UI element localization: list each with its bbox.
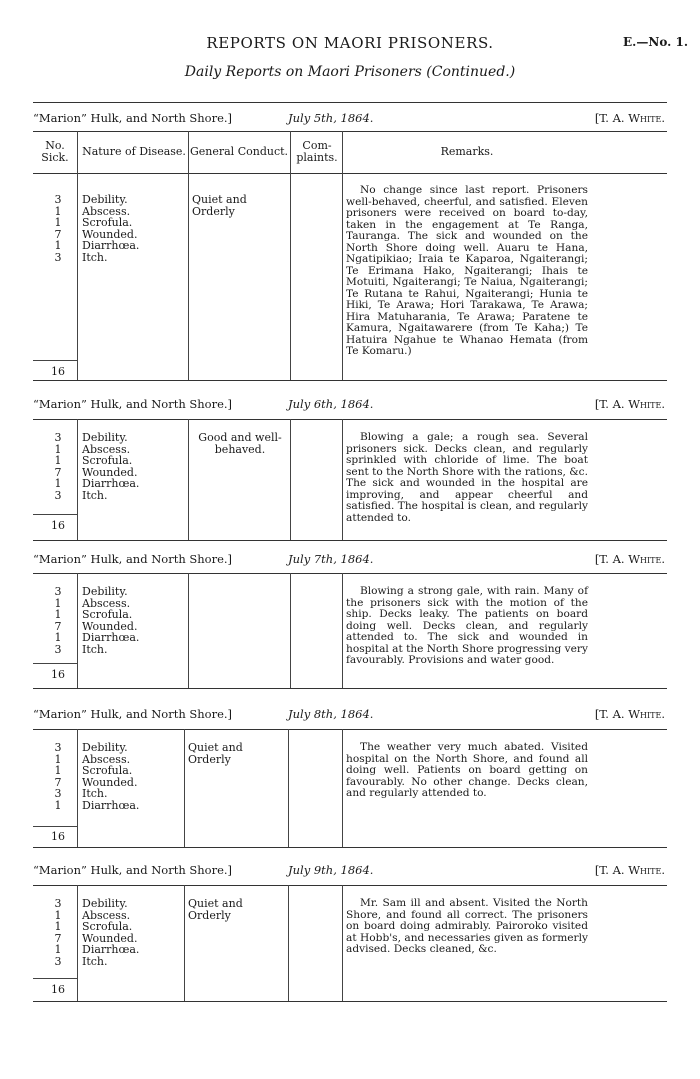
rule xyxy=(33,380,667,381)
column-divider xyxy=(342,885,343,1001)
page-reference: E.—No. 1. xyxy=(623,35,688,49)
report-place: “Marion” Hulk, and North Shore.] xyxy=(33,552,233,566)
general-conduct: Quiet and Orderly xyxy=(188,897,243,922)
sick-numbers: 3 1 1 7 3 1 xyxy=(54,741,62,812)
disease-list: Debility. Abscess. Scrofula. Wounded. Diarrhœa. Itch. xyxy=(82,897,140,968)
total-sick: 16 xyxy=(51,519,65,532)
disease-list: Debility. Abscess. Scrofula. Wounded. Diarrhœa. Itch. xyxy=(82,585,140,656)
remarks-text: Blowing a gale; a rough sea. Several prisoners sick. Decks clean, and regularly sprinkled with chloride of lime. The boat sent to the North Shore with the rations, &c. The sick and wounded in the hospital are improving, and appear cheerful and satisfied. The hospital is clean, and regularly attended to. xyxy=(346,431,588,524)
rule xyxy=(33,131,667,132)
remarks-text: Mr. Sam ill and absent. Visited the North Shore, and found all correct. The prisoners on board doing admirably. Pairoroko visited at Hobb's, and necessaries given as formerly advised. Decks cleaned, &c. xyxy=(346,897,588,955)
report-author: [T. A. White. xyxy=(594,707,665,721)
report-place: “Marion” Hulk, and North Shore.] xyxy=(33,863,233,877)
col-header-conduct: General Conduct. xyxy=(189,145,289,158)
report-author: [T. A. White. xyxy=(594,111,665,125)
total-sick: 16 xyxy=(51,668,65,681)
report-header xyxy=(33,397,667,413)
column-divider xyxy=(290,573,291,688)
report-place: “Marion” Hulk, and North Shore.] xyxy=(33,707,233,721)
column-divider xyxy=(342,729,343,847)
column-divider xyxy=(342,131,343,380)
report-author: [T. A. White. xyxy=(594,863,665,877)
remarks-text: Blowing a strong gale, with rain. Many of the prisoners sick with the motion of the ship. Decks leaky. The patients on board doing well. Decks clean, and regularly attended to. The sick and wounded in hospital at the North Shore progressing very favourably. Provisions and water good. xyxy=(346,585,588,666)
col-header-complaints: Com- plaints. xyxy=(296,139,338,164)
sick-numbers: 3 1 1 7 1 3 xyxy=(54,585,62,656)
column-divider xyxy=(184,885,185,1001)
report-header xyxy=(33,111,667,127)
rule xyxy=(33,573,667,574)
rule xyxy=(33,1001,667,1002)
total-sick: 16 xyxy=(51,983,65,996)
total-rule xyxy=(33,360,77,361)
sick-numbers: 3 1 1 7 1 3 xyxy=(54,897,62,968)
column-divider xyxy=(188,419,189,540)
general-conduct: Quiet and Orderly xyxy=(188,741,243,766)
report-header xyxy=(33,707,667,723)
disease-list: Debility. Abscess. Scrofula. Wounded. Diarrhœa. Itch. xyxy=(82,431,140,502)
rule xyxy=(33,102,667,103)
report-header xyxy=(33,552,667,568)
total-rule xyxy=(33,978,77,979)
report-date: July 9th, 1864. xyxy=(288,863,374,877)
remarks-text: No change since last report. Prisoners well-behaved, cheerful, and satisfied. Eleven prisoners were received on board to-day, taken in the engagement at Te Ranga, Tauranga. The sick and wounded on the North Shore doing well. Auaru te Hana, Ngatipikiao; Iraia te Kaparoa, Ngaiterangi; Te Erimana Hako, Ngaiterangi; Ihais te Motuiti, Ngaiterangi; Te Naiua, Ngaiterangi; Te Rutana te Rahui, Ngaiterangi; Hunia te Hiki, Te Arawa; Hori Tarakawa, Te Arawa; Hira Matuharania, Te Arawa; Paratene te Kamura, Ngaitawarere (from Te Kaha;) Te Hatuira Ngahue te Whanao Hemata (from Te Komaru.) xyxy=(346,184,588,357)
sick-numbers: 3 1 1 7 1 3 xyxy=(54,431,62,502)
column-divider xyxy=(342,419,343,540)
rule xyxy=(33,847,667,848)
report-date: July 6th, 1864. xyxy=(288,397,374,411)
total-rule xyxy=(33,663,77,664)
total-sick: 16 xyxy=(51,365,65,378)
total-sick: 16 xyxy=(51,830,65,843)
column-divider xyxy=(342,573,343,688)
report-place: “Marion” Hulk, and North Shore.] xyxy=(33,111,233,125)
column-divider xyxy=(77,729,78,847)
column-divider xyxy=(288,885,289,1001)
page-subtitle: Daily Reports on Maori Prisoners (Continued.) xyxy=(184,64,516,80)
rule xyxy=(33,688,667,689)
rule xyxy=(33,729,667,730)
col-header-no-sick: No. Sick. xyxy=(41,139,69,164)
column-divider xyxy=(288,729,289,847)
report-place: “Marion” Hulk, and North Shore.] xyxy=(33,397,233,411)
report-date: July 7th, 1864. xyxy=(288,552,374,566)
column-divider xyxy=(188,131,189,380)
rule xyxy=(33,173,667,174)
disease-list: Debility. Abscess. Scrofula. Wounded. Diarrhœa. Itch. xyxy=(82,193,140,264)
column-divider xyxy=(77,573,78,688)
column-divider xyxy=(188,573,189,688)
col-header-remarks: Remarks. xyxy=(440,145,494,158)
report-header xyxy=(33,863,667,879)
sick-numbers: 3 1 1 7 1 3 xyxy=(54,193,62,264)
remarks-text: The weather very much abated. Visited hospital on the North Shore, and found all doing well. Patients on board getting on favourably. No other change. Decks clean, and regularly attended to. xyxy=(346,741,588,799)
column-divider xyxy=(77,419,78,540)
general-conduct: Good and well-behaved. xyxy=(198,431,282,456)
column-divider xyxy=(184,729,185,847)
page-title: REPORTS ON MAORI PRISONERS. xyxy=(206,34,494,52)
col-header-nature: Nature of Disease. xyxy=(82,145,186,158)
report-author: [T. A. White. xyxy=(594,397,665,411)
general-conduct: Quiet and Orderly xyxy=(192,193,247,218)
rule xyxy=(33,419,667,420)
report-date: July 5th, 1864. xyxy=(288,111,374,125)
rule xyxy=(33,885,667,886)
report-author: [T. A. White. xyxy=(594,552,665,566)
disease-list: Debility. Abscess. Scrofula. Wounded. Itch. Diarrhœa. xyxy=(82,741,140,812)
column-divider xyxy=(77,131,78,380)
column-divider xyxy=(290,131,291,380)
rule xyxy=(33,540,667,541)
column-divider xyxy=(290,419,291,540)
column-divider xyxy=(77,885,78,1001)
total-rule xyxy=(33,826,77,827)
report-date: July 8th, 1864. xyxy=(288,707,374,721)
total-rule xyxy=(33,514,77,515)
